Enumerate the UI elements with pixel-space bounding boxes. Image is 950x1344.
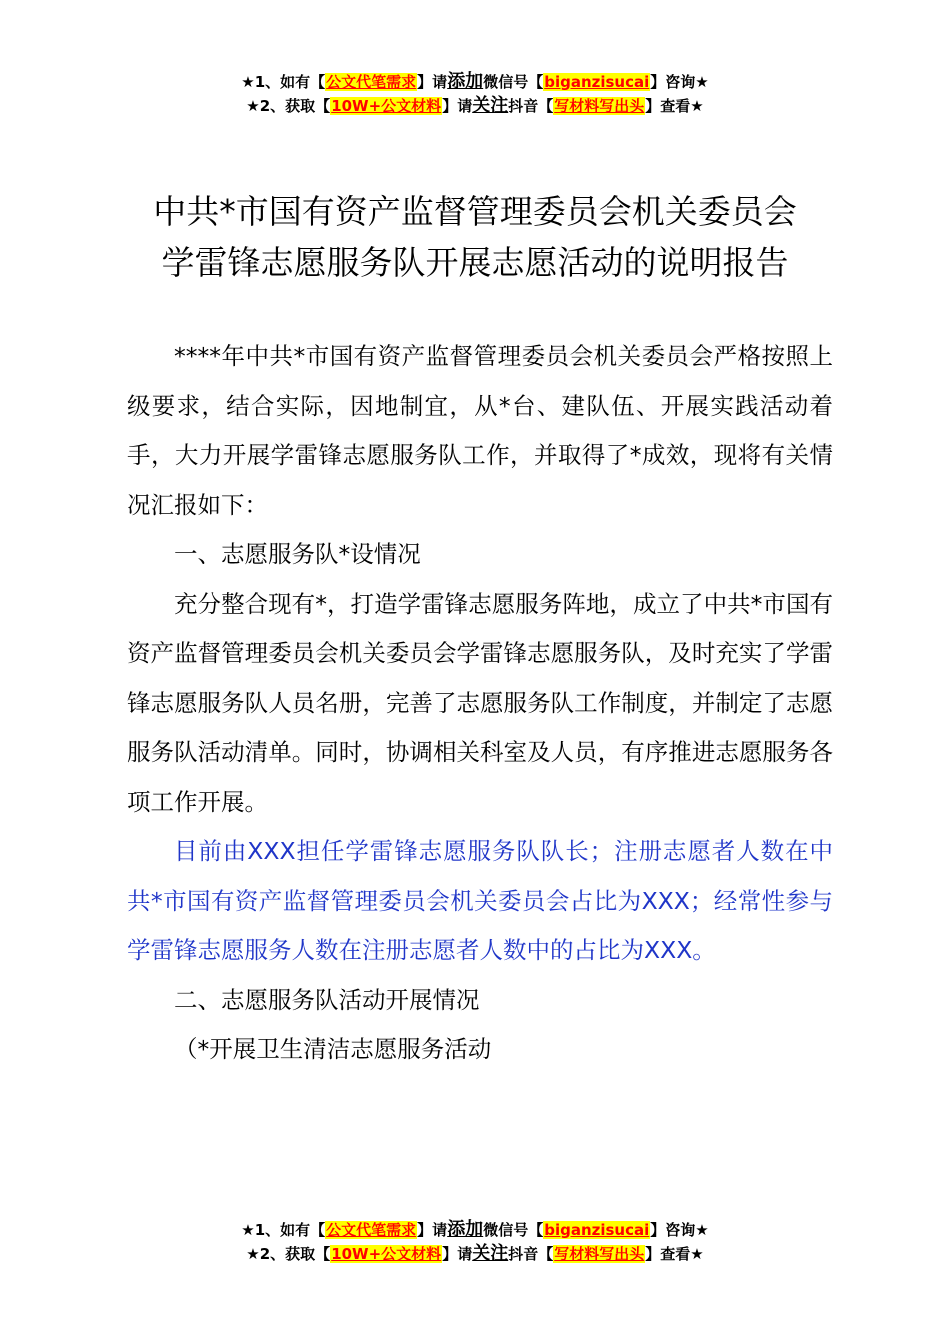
header-banner	[0, 70, 950, 118]
banner-text: ★2、获取【	[246, 1245, 331, 1263]
banner-highlight: biganzisucai	[544, 73, 650, 91]
banner-text: ★1、如有【	[241, 73, 326, 91]
banner-highlight: biganzisucai	[544, 1221, 650, 1239]
document-body	[127, 332, 833, 1075]
banner-text: 抖音【	[508, 1245, 554, 1263]
banner-highlight: 写材料写出头	[554, 1245, 645, 1263]
section-1-blue-paragraph: 目前由XXX担任学雷锋志愿服务队队长；注册志愿者人数在中共*市国有资产监督管理委员会机关委员会占比为XXX；经常性参与学雷锋志愿服务人数在注册志愿者人数中的占比为XXX。	[127, 837, 833, 964]
banner-text: ★1、如有【	[241, 1221, 326, 1239]
banner-text: 】查看★	[645, 1245, 704, 1263]
banner-highlight: 公文代笔需求	[326, 73, 417, 91]
banner-highlight: 10W+公文材料	[331, 97, 442, 115]
title-line-2: 学雷锋志愿服务队开展志愿活动的说明报告	[161, 243, 789, 282]
banner-emphasis: 添加	[447, 1219, 484, 1240]
title-line-1: 中共*市国有资产监督管理委员会机关委员会	[153, 192, 797, 231]
banner-highlight: 写材料写出头	[554, 97, 645, 115]
section-heading-1: 一、志愿服务队*设情况	[174, 540, 421, 568]
banner-text: 】请	[442, 97, 473, 115]
banner-highlight: 公文代笔需求	[326, 1221, 417, 1239]
banner-highlight: 10W+公文材料	[331, 1245, 442, 1263]
banner-text: 】咨询★	[650, 1221, 709, 1239]
banner-text: 】请	[417, 1221, 448, 1239]
subsection-heading-1: （*开展卫生清洁志愿服务活动	[174, 1035, 492, 1063]
document-title	[0, 186, 950, 288]
footer-banner	[0, 1218, 950, 1266]
banner-line-1	[0, 70, 950, 94]
banner-line-1	[0, 1218, 950, 1242]
banner-text: 微信号【	[483, 1221, 544, 1239]
banner-text: 抖音【	[508, 97, 554, 115]
banner-text: 微信号【	[483, 73, 544, 91]
banner-emphasis: 关注	[472, 1243, 509, 1264]
banner-text: 】查看★	[645, 97, 704, 115]
section-1-paragraph: 充分整合现有*，打造学雷锋志愿服务阵地，成立了中共*市国有资产监督管理委员会机关委员会学雷锋志愿服务队，及时充实了学雷锋志愿服务队人员名册，完善了志愿服务队工作制度，并制定了志愿服务队活动清单。同时，协调相关科室及人员，有序推进志愿服务各项工作开展。	[127, 589, 833, 816]
banner-emphasis: 关注	[472, 95, 509, 116]
banner-emphasis: 添加	[447, 71, 484, 92]
banner-text: 】请	[417, 73, 448, 91]
section-heading-2: 二、志愿服务队活动开展情况	[174, 985, 480, 1014]
banner-line-2	[0, 94, 950, 118]
banner-text: 】咨询★	[650, 73, 709, 91]
banner-line-2	[0, 1242, 950, 1266]
intro-paragraph: ****年中共*市国有资产监督管理委员会机关委员会严格按照上级要求，结合实际，因地制宜，从*台、建队伍、开展实践活动着手，大力开展学雷锋志愿服务队工作，并取得了*成效，现将有关情况汇报如下：	[127, 342, 833, 519]
banner-text: ★2、获取【	[246, 97, 331, 115]
banner-text: 】请	[442, 1245, 473, 1263]
